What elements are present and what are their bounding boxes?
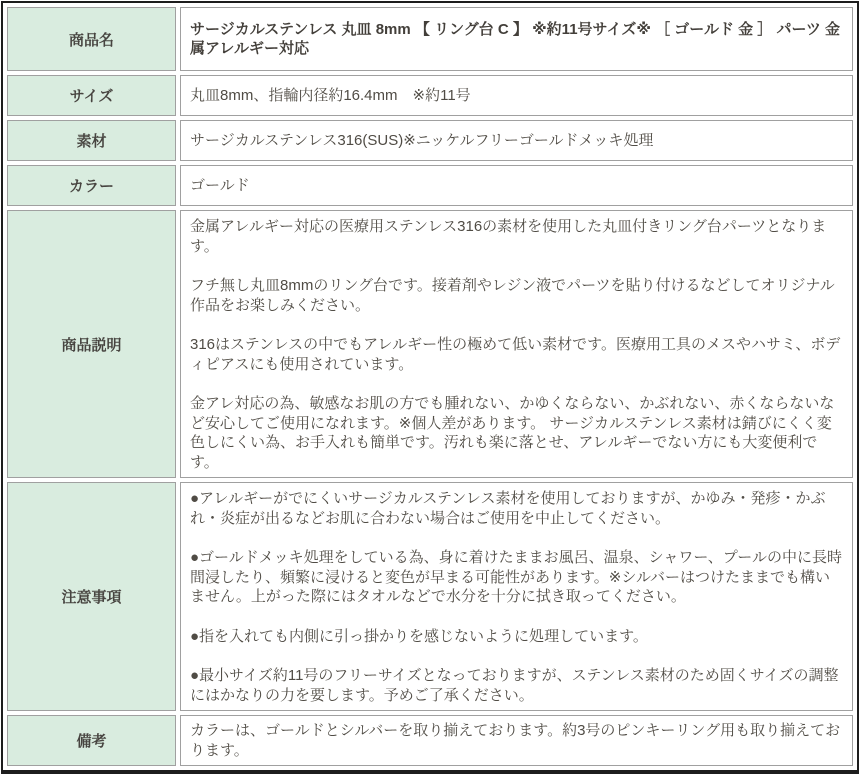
table-row-remarks <box>7 715 853 766</box>
row-value-description <box>180 210 853 478</box>
table-row-material <box>7 120 853 161</box>
paragraph: 金アレ対応の為、敏感なお肌の方でも腫れない、かゆくならない、かぶれない、赤くならないなど安心してご使用になれます。※個人差があります。 サージカルステンレス素材は錆びにくく変色しにくい為、お手入れも簡単です。汚れも楽に落とせ、アレルギーでない方にも大変便利です。 <box>190 395 835 471</box>
row-label-product-name: 商品名 <box>7 7 176 71</box>
row-value-material: サージカルステンレス316(SUS)※ニッケルフリーゴールドメッキ処理 <box>180 120 853 161</box>
paragraph: 金属アレルギー対応の医療用ステンレス316の素材を使用した丸皿付きリング台パーツとなります。 <box>190 218 827 255</box>
row-label-size: サイズ <box>7 75 176 116</box>
paragraph: フチ無し丸皿8mmのリング台です。接着剤やレジン液でパーツを貼り付けるなどしてオリジナル作品をお楽しみください。 <box>190 277 835 314</box>
row-value-product-name: サージカルステンレス 丸皿 8mm 【 リング台 C 】 ※約11号サイズ※ ［ ゴールド 金 ］ パーツ 金属アレルギー対応 <box>180 7 853 71</box>
row-label-description: 商品説明 <box>7 210 176 478</box>
row-value-color: ゴールド <box>180 165 853 206</box>
table-row-product-name <box>7 7 853 71</box>
paragraph: 316はステンレスの中でもアレルギー性の極めて低い素材です。医療用工具のメスやハサミ、ボディピアスにも使用されています。 <box>190 336 841 373</box>
row-value-precautions <box>180 482 853 711</box>
row-label-remarks: 備考 <box>7 715 176 766</box>
paragraph: ●指を入れても内側に引っ掛かりを感じないように処理しています。 <box>190 627 648 645</box>
paragraph: ●ゴールドメッキ処理をしている為、身に着けたままお風呂、温泉、シャワー、プールの中に長時間浸したり、頻繁に浸けると変色が早まる可能性があります。※シルバーはつけたままでも構いません。上がった際にはタオルなどで水分を十分に拭き取ってください。 <box>190 549 842 605</box>
paragraph: ●最小サイズ約11号のフリーサイズとなっておりますが、ステンレス素材のため固くサイズの調整にはかなりの力を要します。予めご了承ください。 <box>190 667 839 704</box>
row-label-color: カラー <box>7 165 176 206</box>
row-label-material: 素材 <box>7 120 176 161</box>
table-row-color <box>7 165 853 206</box>
product-spec-table <box>1 1 859 774</box>
paragraph: ●アレルギーがでにくいサージカルステンレス素材を使用しておりますが、かゆみ・発疹・かぶれ・炎症が出るなどお肌に合わない場合はご使用を中止してください。 <box>190 490 826 527</box>
row-value-remarks: カラーは、ゴールドとシルバーを取り揃えております。約3号のピンキーリング用も取り揃えております。 <box>180 715 853 766</box>
row-value-size: 丸皿8mm、指輪内径約16.4mm ※約11号 <box>180 75 853 116</box>
table-row-description <box>7 210 853 478</box>
row-label-precautions: 注意事項 <box>7 482 176 711</box>
table-row-precautions <box>7 482 853 711</box>
table-row-size <box>7 75 853 116</box>
